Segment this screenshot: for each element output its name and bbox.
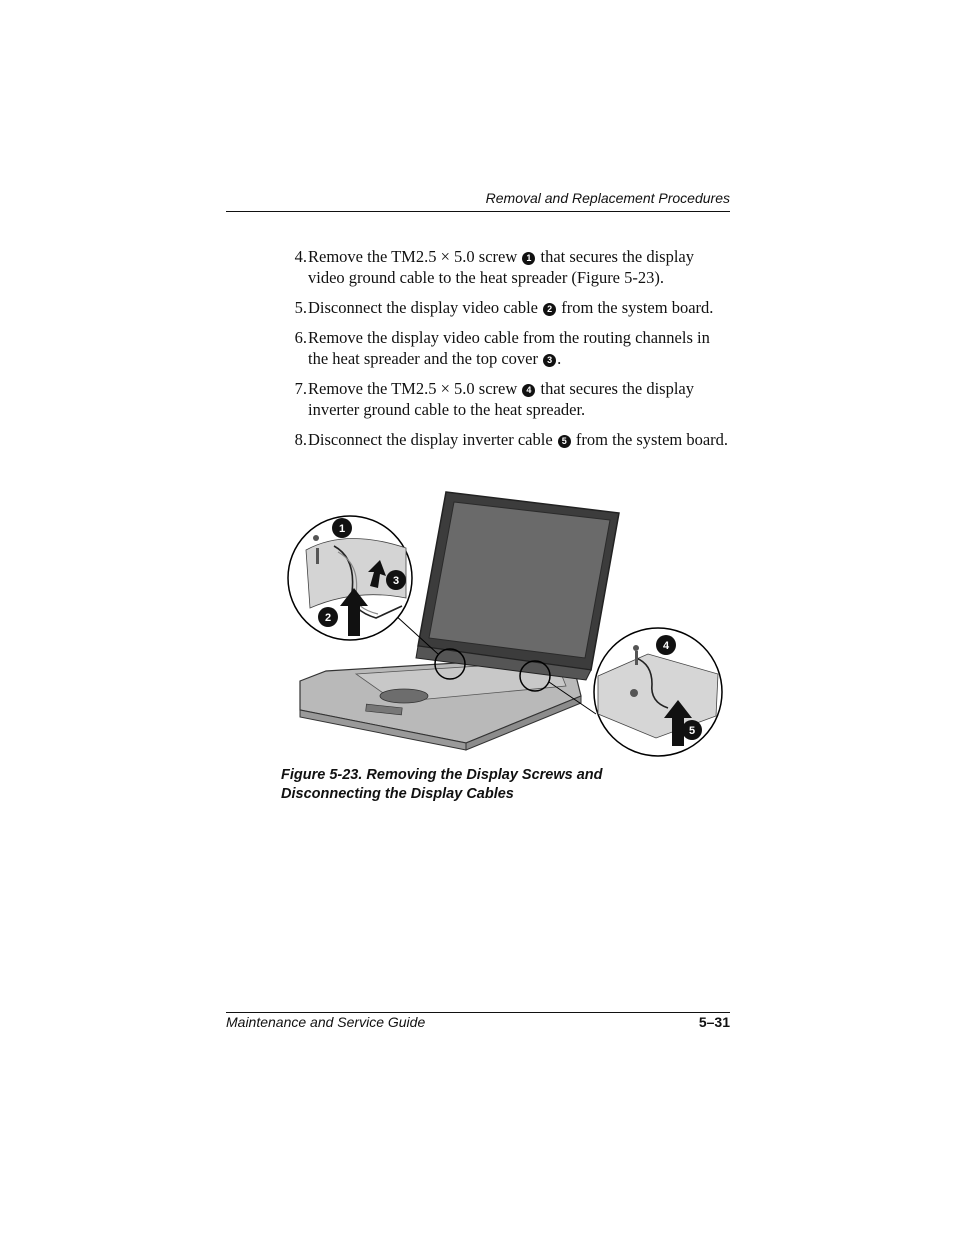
figure-caption <box>281 766 741 804</box>
procedure-step <box>282 327 732 369</box>
step-number: 4. <box>294 247 307 266</box>
step-text-run: Disconnect the display video cable <box>308 298 543 317</box>
step-number: 7. <box>294 379 307 398</box>
step-text-run: that secures the display inverter ground cable to the heat spreader. <box>308 379 695 419</box>
step-text-run: from the system board. <box>571 430 729 449</box>
step-text <box>308 429 732 450</box>
procedure-steps <box>282 246 732 459</box>
footer-page-number: 5–31 <box>698 1014 730 1030</box>
step-text-run: . <box>557 349 562 368</box>
callout-badge: 2 <box>543 303 556 316</box>
callout-4: 4 <box>662 640 670 652</box>
step-number: 8. <box>294 430 307 449</box>
step-text-run: Disconnect the display inverter cable <box>308 430 557 449</box>
figure-laptop-display-cables <box>286 488 726 763</box>
callout-badge: 1 <box>522 252 535 265</box>
callout-badge: 4 <box>522 384 535 397</box>
step-text <box>308 246 732 288</box>
step-text <box>308 378 732 420</box>
step-text-run: Remove the TM2.5 × 5.0 screw <box>308 247 522 266</box>
step-text <box>308 327 732 369</box>
running-header: Removal and Replacement Procedures <box>485 190 730 206</box>
step-text-run: from the system board. <box>557 298 714 317</box>
step-text-run: Remove the TM2.5 × 5.0 screw <box>308 379 522 398</box>
touchpad <box>380 689 428 703</box>
step-number: 6. <box>294 328 307 347</box>
procedure-step <box>282 429 732 450</box>
step-text-run: that secures the display video ground cable to the heat spreader (Figure 5-23). <box>308 247 695 287</box>
procedure-step <box>282 297 732 318</box>
header-rule <box>226 211 730 212</box>
display-screen <box>429 502 610 658</box>
footer-rule <box>226 1012 730 1013</box>
procedure-step <box>282 246 732 288</box>
figure-caption-line-2: Disconnecting the Display Cables <box>281 786 514 802</box>
figure-caption-line-1: Figure 5-23. Removing the Display Screws and <box>281 767 603 783</box>
step-text-run: Remove the display video cable from the routing channels in the heat spreader and the top cover <box>308 328 710 368</box>
callout-5: 5 <box>688 725 696 737</box>
footer-guide-title: Maintenance and Service Guide <box>226 1014 426 1030</box>
step-text <box>308 297 732 318</box>
step-number: 5. <box>294 298 307 317</box>
callout-2: 2 <box>324 612 332 624</box>
procedure-step <box>282 378 732 420</box>
callout-badge: 5 <box>558 435 571 448</box>
callout-badge: 3 <box>543 354 556 367</box>
callout-3: 3 <box>392 575 400 587</box>
callout-1: 1 <box>338 523 346 535</box>
